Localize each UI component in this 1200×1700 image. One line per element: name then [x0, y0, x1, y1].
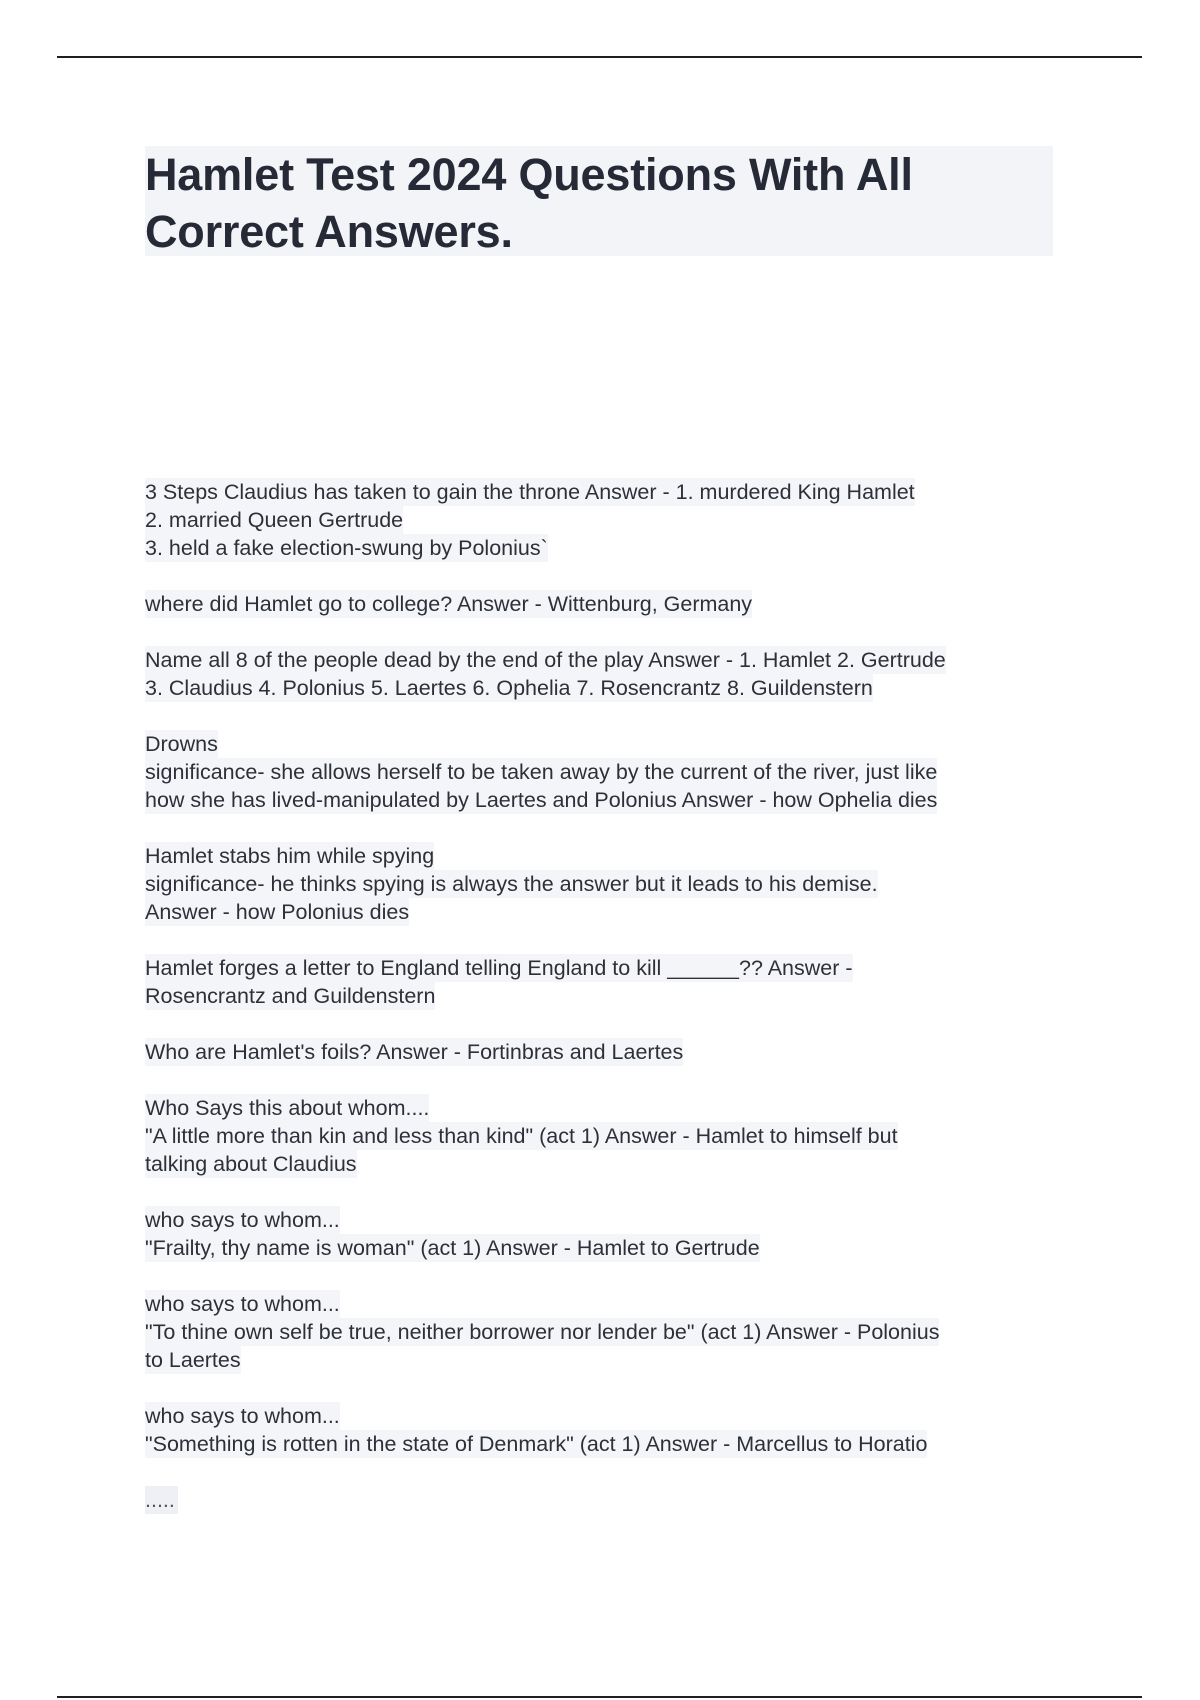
qa-entry — [145, 1038, 1075, 1066]
qa-entry — [145, 478, 1075, 562]
qa-line: to Laertes — [145, 1348, 241, 1372]
qa-line: "To thine own self be true, neither borrower nor lender be" (act 1) Answer - Polonius — [145, 1320, 940, 1344]
title-line-2: Correct Answers. — [145, 206, 513, 257]
qa-entry — [145, 1206, 1075, 1262]
continuation-ellipsis: ..... — [145, 1486, 178, 1514]
qa-line: who says to whom... — [145, 1208, 340, 1232]
qa-entry — [145, 1094, 1075, 1178]
qa-line: significance- he thinks spying is always the answer but it leads to his demise. — [145, 872, 878, 896]
top-rule — [57, 56, 1142, 58]
bottom-rule — [57, 1696, 1142, 1698]
title-block — [145, 146, 1053, 256]
qa-line: where did Hamlet go to college? Answer - Wittenburg, Germany — [145, 592, 753, 616]
qa-line: talking about Claudius — [145, 1152, 357, 1176]
qa-entry — [145, 730, 1075, 814]
qa-line: Answer - how Polonius dies — [145, 900, 410, 924]
qa-line: who says to whom... — [145, 1404, 340, 1428]
qa-line: how she has lived-manipulated by Laertes and Polonius Answer - how Ophelia dies — [145, 788, 938, 812]
qa-entry — [145, 590, 1075, 618]
qa-entry — [145, 646, 1075, 702]
title-line-1: Hamlet Test 2024 Questions With All — [145, 149, 913, 200]
qa-list — [145, 478, 1075, 1514]
qa-line: Who Says this about whom.... — [145, 1096, 430, 1120]
document-title — [145, 146, 1053, 260]
qa-line: Drowns — [145, 732, 218, 756]
qa-line: "A little more than kin and less than kind" (act 1) Answer - Hamlet to himself but — [145, 1124, 898, 1148]
qa-line: 3. Claudius 4. Polonius 5. Laertes 6. Ophelia 7. Rosencrantz 8. Guildenstern — [145, 676, 873, 700]
qa-line: "Something is rotten in the state of Denmark" (act 1) Answer - Marcellus to Horatio — [145, 1432, 928, 1456]
qa-line: significance- she allows herself to be taken away by the current of the river, just like — [145, 760, 938, 784]
qa-entry — [145, 1402, 1075, 1458]
qa-line: Who are Hamlet's foils? Answer - Fortinbras and Laertes — [145, 1040, 684, 1064]
qa-line: Name all 8 of the people dead by the end of the play Answer - 1. Hamlet 2. Gertrude — [145, 648, 946, 672]
qa-line: 3. held a fake election-swung by Polonius` — [145, 536, 548, 560]
qa-line: Hamlet stabs him while spying — [145, 844, 435, 868]
qa-entry — [145, 842, 1075, 926]
qa-entry — [145, 1290, 1075, 1374]
qa-line: 3 Steps Claudius has taken to gain the throne Answer - 1. murdered King Hamlet — [145, 480, 915, 504]
qa-line: "Frailty, thy name is woman" (act 1) Answer - Hamlet to Gertrude — [145, 1236, 760, 1260]
qa-line: Hamlet forges a letter to England telling England to kill ______?? Answer - — [145, 956, 853, 980]
qa-line: who says to whom... — [145, 1292, 340, 1316]
qa-line: Rosencrantz and Guildenstern — [145, 984, 436, 1008]
qa-line: 2. married Queen Gertrude — [145, 508, 404, 532]
qa-entry — [145, 954, 1075, 1010]
